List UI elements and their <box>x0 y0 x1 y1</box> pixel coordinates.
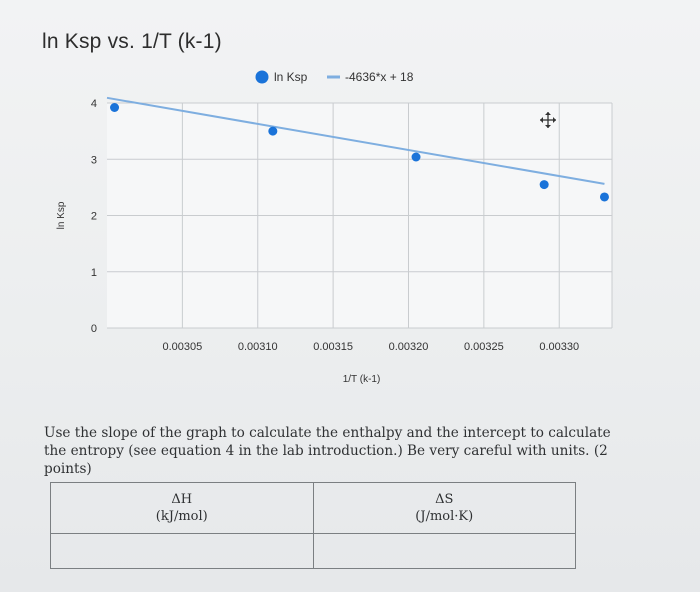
table-answer-row <box>51 534 576 569</box>
data-point <box>110 103 119 112</box>
x-tick-label: 0.00310 <box>237 341 278 353</box>
y-tick-label: 2 <box>90 210 97 223</box>
x-axis-label: 1/T (k-1) <box>342 374 381 385</box>
entropy-header-cell <box>313 483 576 534</box>
table-header-row <box>51 483 576 534</box>
y-tick-label: 4 <box>90 98 97 110</box>
entropy-unit: (J/mol·K) <box>415 509 474 524</box>
data-point <box>600 192 609 201</box>
data-point <box>412 153 421 162</box>
legend-marker-ln-ksp <box>256 71 269 84</box>
chart-title: ln Ksp vs. 1/T (k-1) <box>42 30 222 53</box>
y-tick-label: 0 <box>90 323 97 335</box>
data-point <box>268 127 277 136</box>
x-tick-label: 0.00305 <box>162 341 203 353</box>
answer-table <box>50 482 576 569</box>
x-tick-label: 0.00325 <box>463 341 504 353</box>
enthalpy-symbol: ΔH <box>171 492 193 507</box>
y-tick-label: 3 <box>90 154 97 167</box>
enthalpy-header-cell <box>51 483 314 534</box>
data-point <box>540 180 549 189</box>
enthalpy-unit: (kJ/mol) <box>155 509 208 524</box>
x-tick-label: 0.00320 <box>388 341 429 353</box>
x-tick-label: 0.00330 <box>539 341 580 353</box>
question-text: Use the slope of the graph to calculate the enthalpy and the intercept to calculate the entropy (see equation 4 in the lab introduction.) Be very careful with units. (2 points) <box>44 425 611 477</box>
legend-label-trendline: -4636*x + 18 <box>345 70 414 84</box>
x-tick-label: 0.00315 <box>313 341 354 353</box>
entropy-answer-cell[interactable] <box>313 534 576 569</box>
entropy-symbol: ΔS <box>435 492 454 507</box>
legend-label-ln-ksp: ln Ksp <box>274 70 308 84</box>
y-axis-label: ln Ksp <box>56 201 67 230</box>
enthalpy-answer-cell[interactable] <box>51 534 314 569</box>
y-tick-label: 1 <box>90 266 97 279</box>
